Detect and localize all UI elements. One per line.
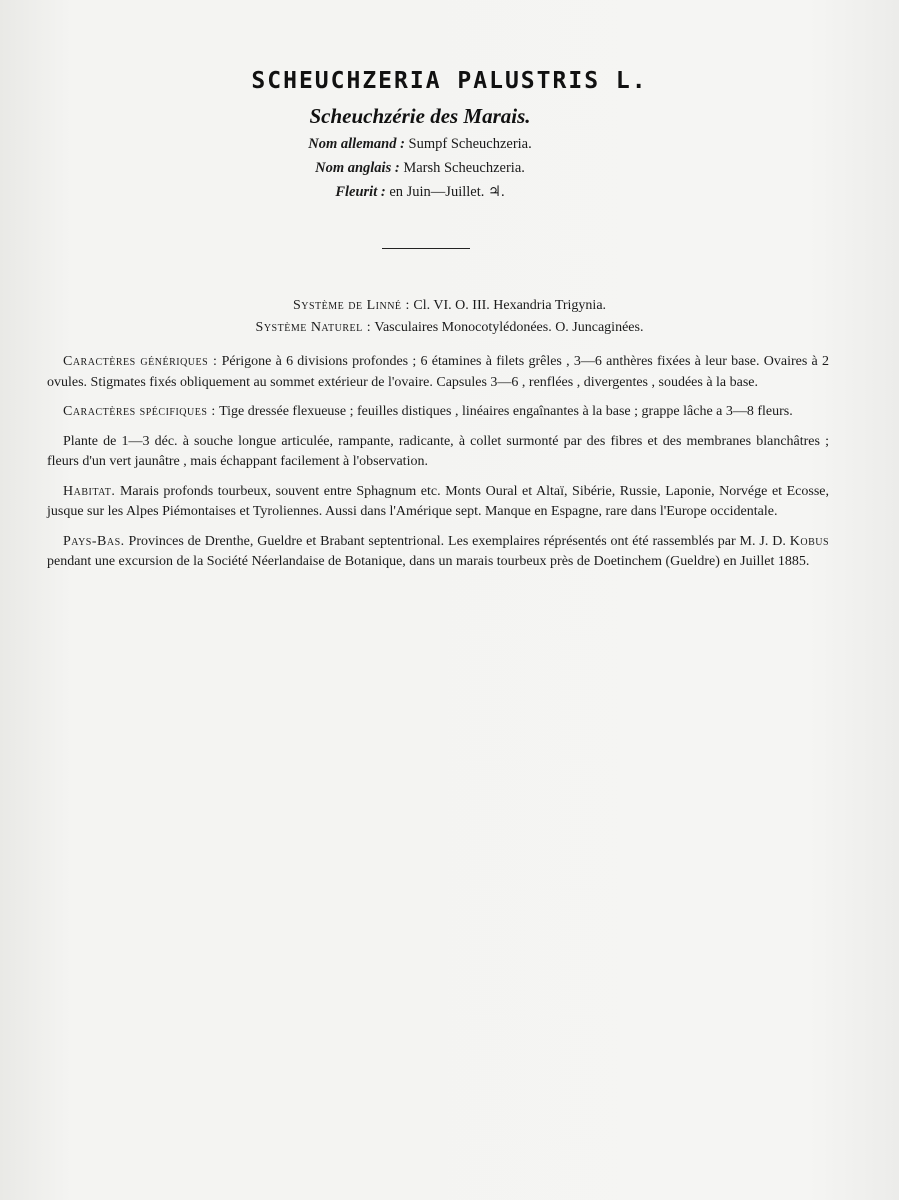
natural-system-value: Vasculaires Monocotylédonées. O. Juncaginées. — [374, 320, 644, 335]
english-name-line — [0, 160, 840, 177]
flowering-label: Fleurit : — [335, 184, 386, 200]
english-name-label: Nom anglais : — [315, 160, 400, 176]
netherlands-label: Pays-Bas. — [63, 533, 125, 549]
german-name-line — [0, 136, 840, 153]
collector-name: Kobus — [789, 533, 830, 549]
habitat-label: Habitat. — [63, 483, 116, 499]
linne-system-line — [0, 298, 899, 314]
specific-characters-label: Caractères spécifiques : — [63, 404, 216, 419]
natural-system-line — [0, 320, 899, 336]
german-name-label: Nom allemand : — [308, 136, 405, 152]
generic-characters-label: Caractères génériques : — [63, 354, 218, 369]
habitat-text: Marais profonds tourbeux, souvent entre Sphagnum etc. Monts Oural et Altaï, Sibérie, Russie, Laponie, Norvége et Ecosse, jusque sur les Alpes Piémontaises et Tyroliennes. Aussi dans l'Amérique sept. Manque en Espagne, rare dans l'Europe occidentale. — [47, 483, 830, 519]
plant-description-text: Plante de 1—3 déc. à souche longue articulée, rampante, radicante, à collet surmonté par des fibres et des membranes blanchâtres ; fleurs d'un vert jaunâtre , mais échappant facilement à l'observation. — [47, 433, 829, 469]
german-name-value: Sumpf Scheuchzeria. — [408, 136, 532, 152]
flowering-value: en Juin—Juillet. ♃. — [389, 184, 505, 200]
page-title: SCHEUCHZERIA PALUSTRIS L. — [251, 68, 648, 94]
linne-system-value: Cl. VI. O. III. Hexandria Trigynia. — [413, 298, 607, 313]
specific-characters-text: Tige dressée flexueuse ; feuilles distiques , linéaires engaînantes à la base ; grappe lâche a 3—8 fleurs. — [219, 404, 793, 419]
linne-system-label: Système de Linné : — [292, 298, 410, 313]
plant-description-paragraph — [47, 432, 829, 473]
english-name-value: Marsh Scheuchzeria. — [403, 160, 525, 176]
natural-system-label: Système Naturel : — [255, 320, 372, 335]
specific-characters-paragraph — [47, 402, 829, 423]
generic-characters-text: Périgone à 6 divisions profondes ; 6 étamines à filets grêles , 3—6 anthères fixées à leur base. Ovaires à 2 ovules. Stigmates fixés obliquement au sommet extérieur de l'ovaire. Capsules 3—6 , renflées , divergentes , soudées à la base. — [47, 354, 830, 390]
netherlands-paragraph — [47, 532, 829, 573]
habitat-paragraph — [47, 482, 829, 523]
page-subtitle: Scheuchzérie des Marais. — [309, 104, 531, 128]
flowering-line — [0, 184, 840, 201]
generic-characters-paragraph — [47, 352, 829, 393]
description-body — [47, 352, 829, 582]
netherlands-text-1: Provinces de Drenthe, Gueldre et Brabant septentrional. Les exemplaires réprésentés ont été rassemblés par M. J. D. — [128, 533, 786, 549]
netherlands-text-2: pendant une excursion de la Société Néerlandaise de Botanique, dans un marais tourbeux près de Doetinchem (Gueldre) en Juillet 1885. — [47, 554, 810, 569]
divider-rule — [382, 248, 470, 249]
